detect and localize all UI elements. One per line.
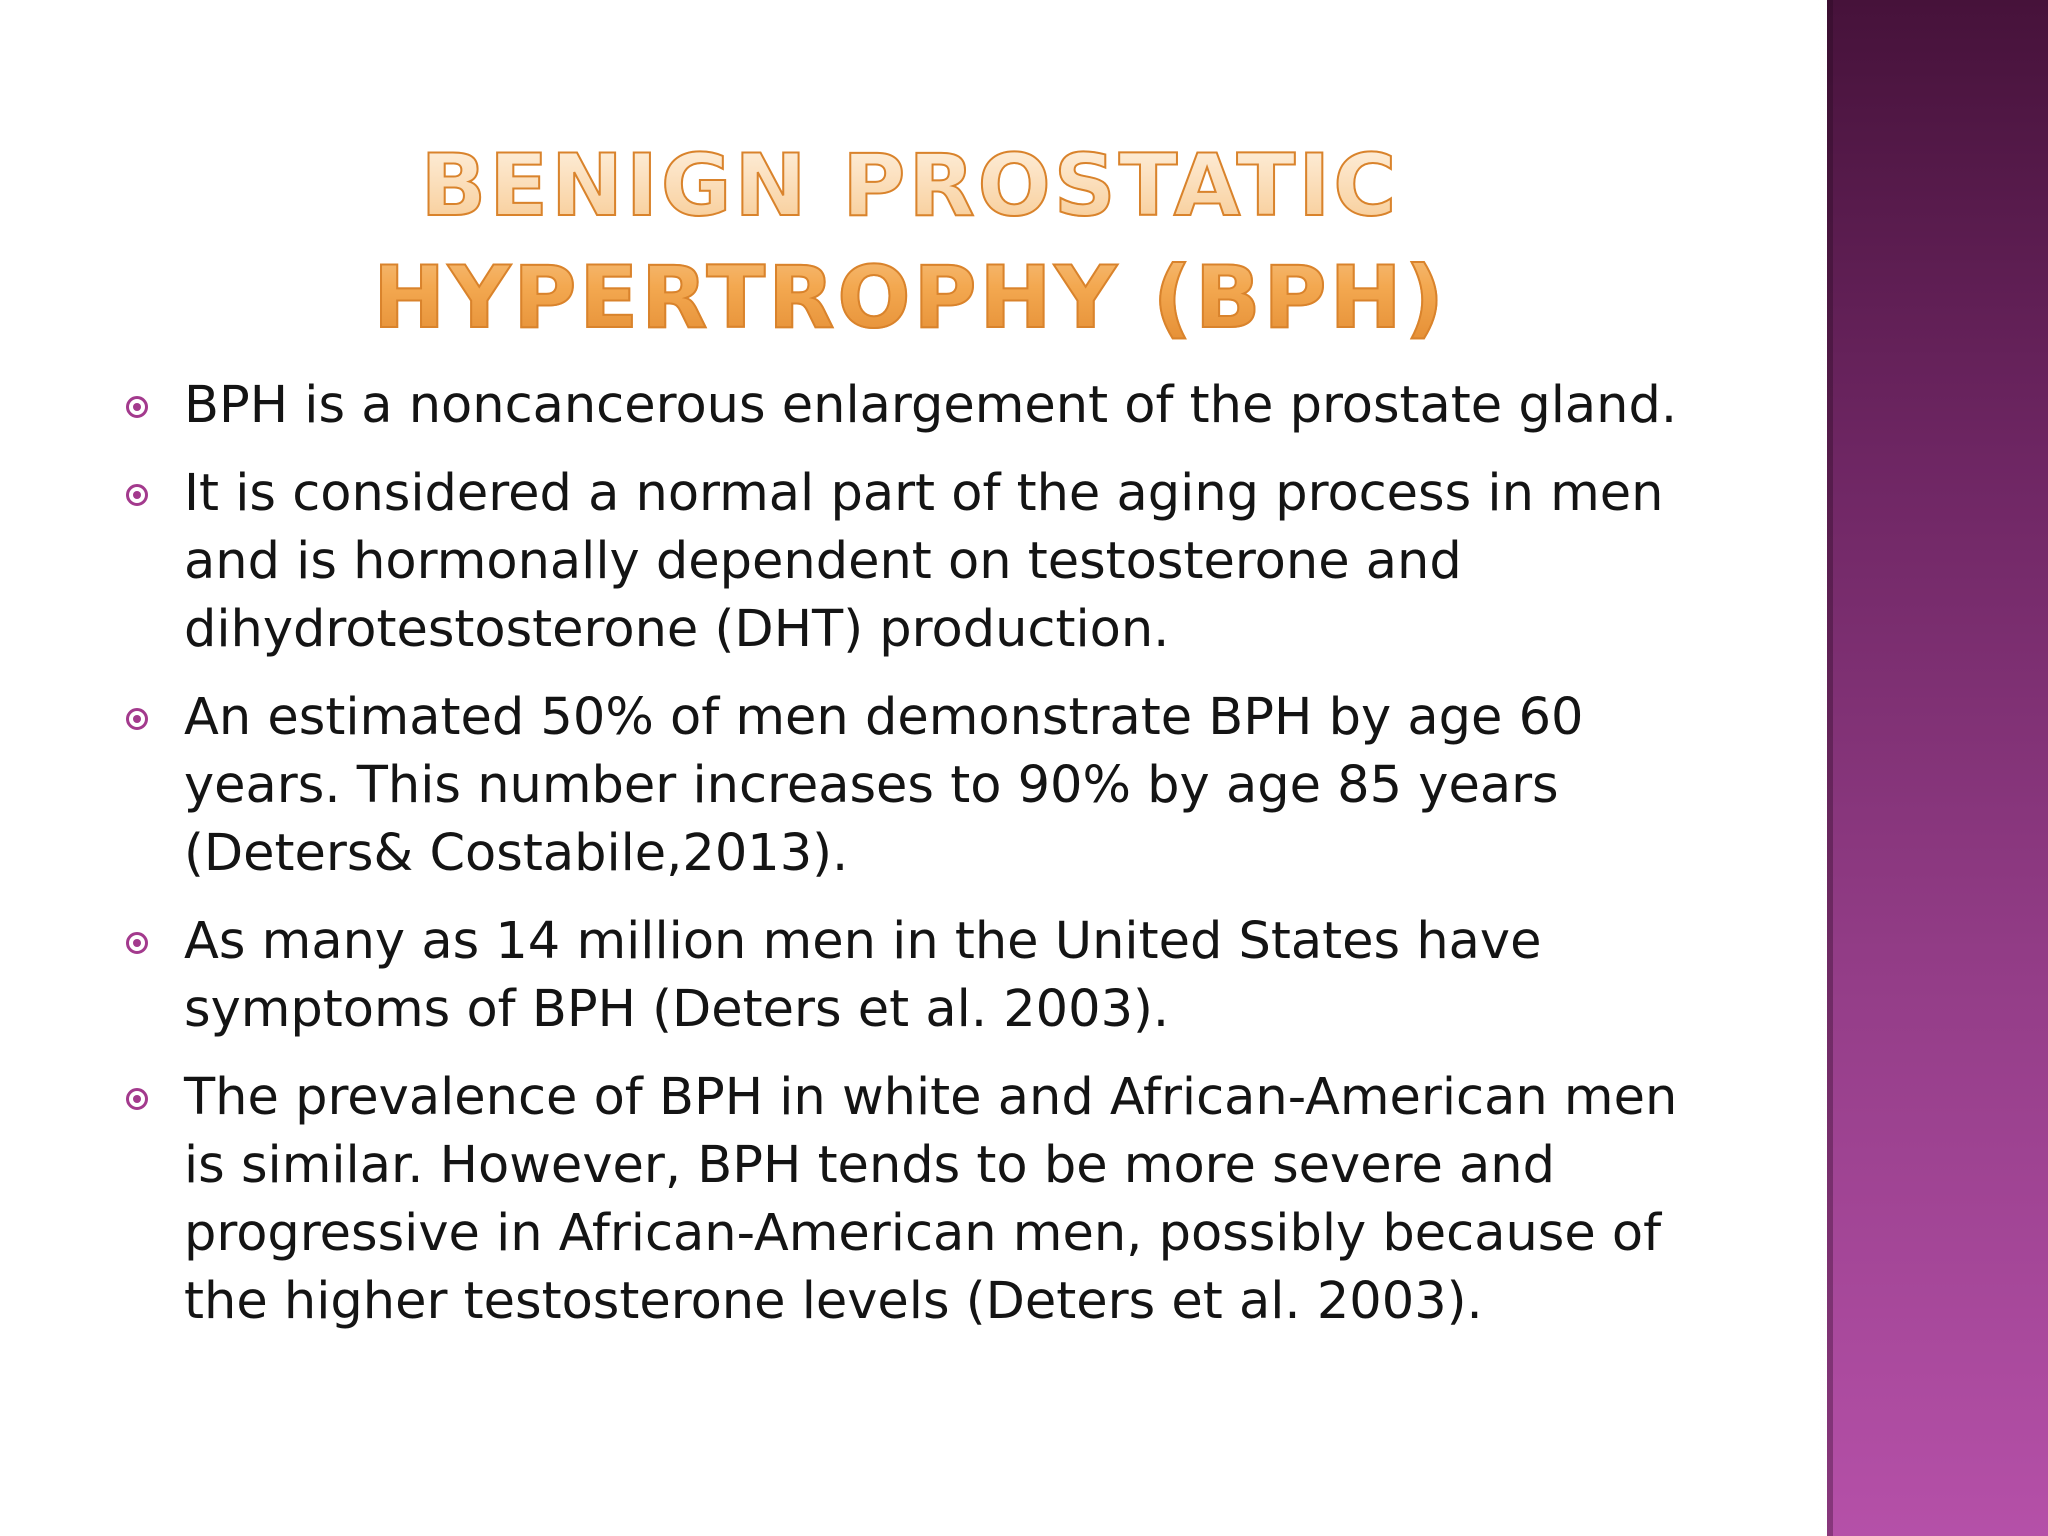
circle-bullet-icon [126, 396, 148, 418]
bullet-list [0, 372, 1800, 1356]
bullet-text: It is considered a normal part of the aging process in men and is hormonally dependent on testosterone and dihydrotestosterone (DHT) production. [184, 464, 1664, 659]
bullet-text: BPH is a noncancerous enlargement of the prostate gland. [184, 376, 1678, 435]
bullet-item-1 [0, 372, 1714, 440]
bullet-text: The prevalence of BPH in white and African-American men is similar. However, BPH tends to be more severe and progressive in African-American men, possibly because of the higher testosterone levels (Deters et al. 2003). [184, 1068, 1678, 1331]
circle-bullet-icon [126, 1088, 148, 1110]
bullet-item-5 [0, 1064, 1714, 1336]
bullet-item-2 [0, 460, 1714, 664]
circle-bullet-icon [126, 932, 148, 954]
bullet-text: An estimated 50% of men demonstrate BPH by age 60 years. This number increases to 90% by age 85 years (Deters& Costabile,2013). [184, 688, 1584, 883]
circle-bullet-icon [126, 484, 148, 506]
slide-title: BENIGN PROSTATIC HYPERTROPHY (BPH) [180, 130, 1640, 354]
circle-bullet-icon [126, 708, 148, 730]
bullet-item-4 [0, 908, 1714, 1044]
side-bar-edge [1827, 0, 1833, 1536]
bullet-item-3 [0, 684, 1714, 888]
bullet-text: As many as 14 million men in the United States have symptoms of BPH (Deters et al. 2003). [184, 912, 1542, 1039]
decorative-side-bar [1827, 0, 2048, 1536]
